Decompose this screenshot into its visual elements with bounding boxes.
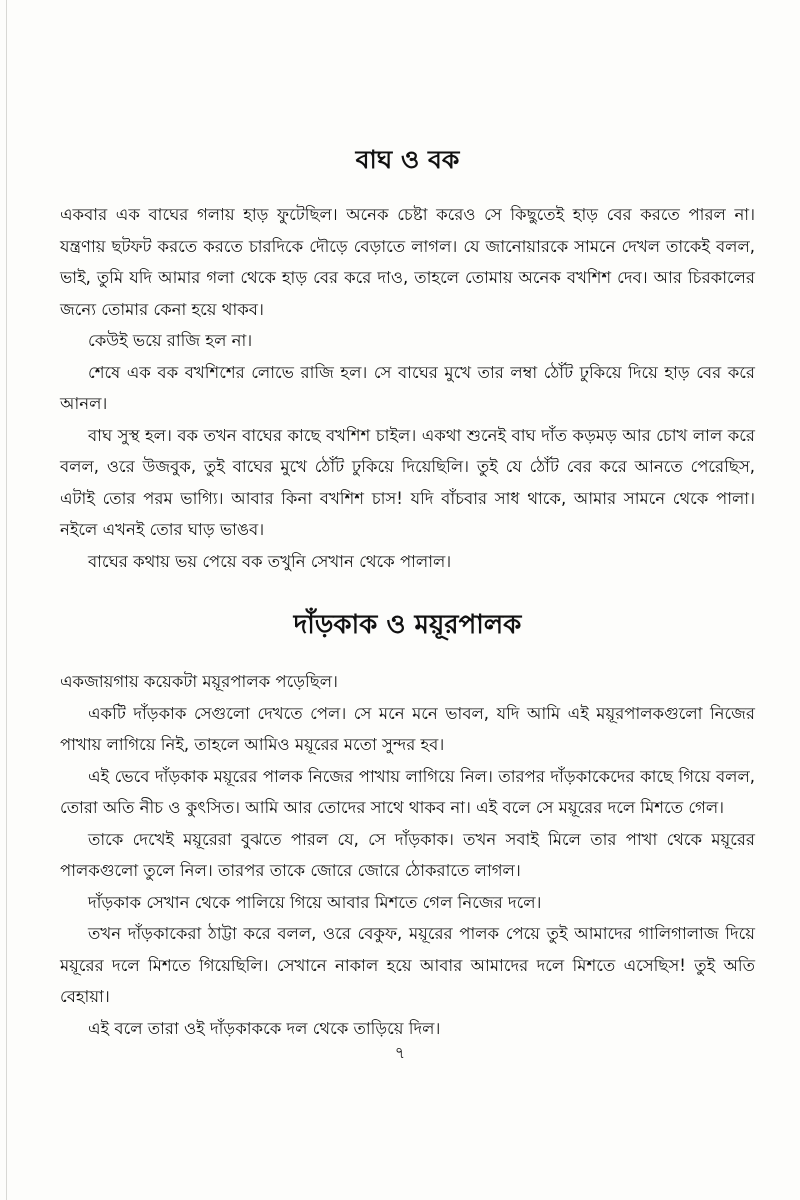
story-title: দাঁড়কাক ও ময়ূরপালক [293, 610, 522, 640]
story-title: বাঘ ও বক [355, 145, 460, 174]
story-paragraph: একজায়গায় কয়েকটা ময়ূরপালক পড়েছিল। [60, 672, 338, 691]
story-paragraph: তখন দাঁড়কাকেরা ঠাট্টা করে বলল, ওরে বেকুফ, ময়ূরের পালক পেয়ে তুই আমাদের গালিগালাজ দিয়ে ময়ূরের দলে মিশতে গিয়েছিলি। সেখানে নাকাল হয়ে আবার আমাদের দলে মিশতে এসেছিস! তুই অতি বেহায়া। [60, 924, 755, 1006]
story-darkak-o-mayurpalok [60, 604, 755, 1044]
story-paragraph: বাঘ সুস্থ হল। বক তখন বাঘের কাছে বখশিশ চাইল। একথা শুনেই বাঘ দাঁত কড়মড় আর চোখ লাল করে বলল, ওরে উজবুক, তুই বাঘের মুখে ঠোঁট ঢুকিয়ে দিয়েছিলি। তুই যে ঠোঁট বের করে আনতে পেরেছিস, এটাই তোর পরম ভাগ্যি। আবার কিনা বখশিশ চাস! যদি বাঁচবার সাধ থাকে, আমার সামনে থেকে পালা। নইলে এখনই তোর ঘাড় ভাঙব। [60, 425, 755, 539]
story-paragraph: শেষে এক বক বখশিশের লোভে রাজি হল। সে বাঘের মুখে তার লম্বা ঠোঁট ঢুকিয়ে দিয়ে হাড় বের করে আনল। [60, 362, 755, 413]
story-paragraph: এই বলে তারা ওই দাঁড়কাককে দল থেকে তাড়িয়ে দিল। [88, 1018, 441, 1038]
story-paragraph: একটি দাঁড়কাক সেগুলো দেখতে পেল। সে মনে মনে ভাবল, যদি আমি এই ময়ূরপালকগুলো নিজের পাখায় লাগিয়ে নিই, তাহলে আমিও ময়ূরের মতো সুন্দর হব। [60, 703, 755, 754]
story-paragraph: তাকে দেখেই ময়ূরেরা বুঝতে পারল যে, সে দাঁড়কাক। তখন সবাই মিলে তার পাখা থেকে ময়ূরের পালকগুলো তুলে নিল। তারপর তাকে জোরে জোরে ঠোকরাতে লাগল। [60, 829, 755, 880]
story-paragraph: বাঘের কথায় ভয় পেয়ে বক তখুনি সেখান থেকে পালাল। [88, 551, 452, 571]
page-edge-line [6, 0, 7, 1200]
story-bagh-o-bok [60, 140, 755, 577]
story-paragraph: দাঁড়কাক সেখান থেকে পালিয়ে গিয়ে আবার মিশতে গেল নিজের দলে। [88, 892, 542, 912]
story-paragraph: এই ভেবে দাঁড়কাক ময়ূরের পালক নিজের পাখায় লাগিয়ে নিল। তারপর দাঁড়কাকেদের কাছে গিয়ে বলল, তোরা অতি নীচ ও কুৎসিত। আমি আর তোদের সাথে থাকব না। এই বলে সে ময়ূরের দলে মিশতে গেল। [60, 766, 755, 817]
story-paragraph: একবার এক বাঘের গলায় হাড় ফুটেছিল। অনেক চেষ্টা করেও সে কিছুতেই হাড় বের করতে পারল না। যন্ত্রণায় ছটফট করতে করতে চারদিকে দৌড়ে বেড়াতে লাগল। যে জানোয়ারকে সামনে দেখল তাকেই বলল, ভাই, তুমি যদি আমার গলা থেকে হাড় বের করে দাও, তাহলে তোমায় অনেক বখশিশ দেব। আর চিরকালের জন্যে তোমার কেনা হয়ে থাকব। [60, 205, 755, 319]
page-number: ৭ [394, 1043, 406, 1062]
story-paragraph: কেউই ভয়ে রাজি হল না। [88, 331, 253, 350]
